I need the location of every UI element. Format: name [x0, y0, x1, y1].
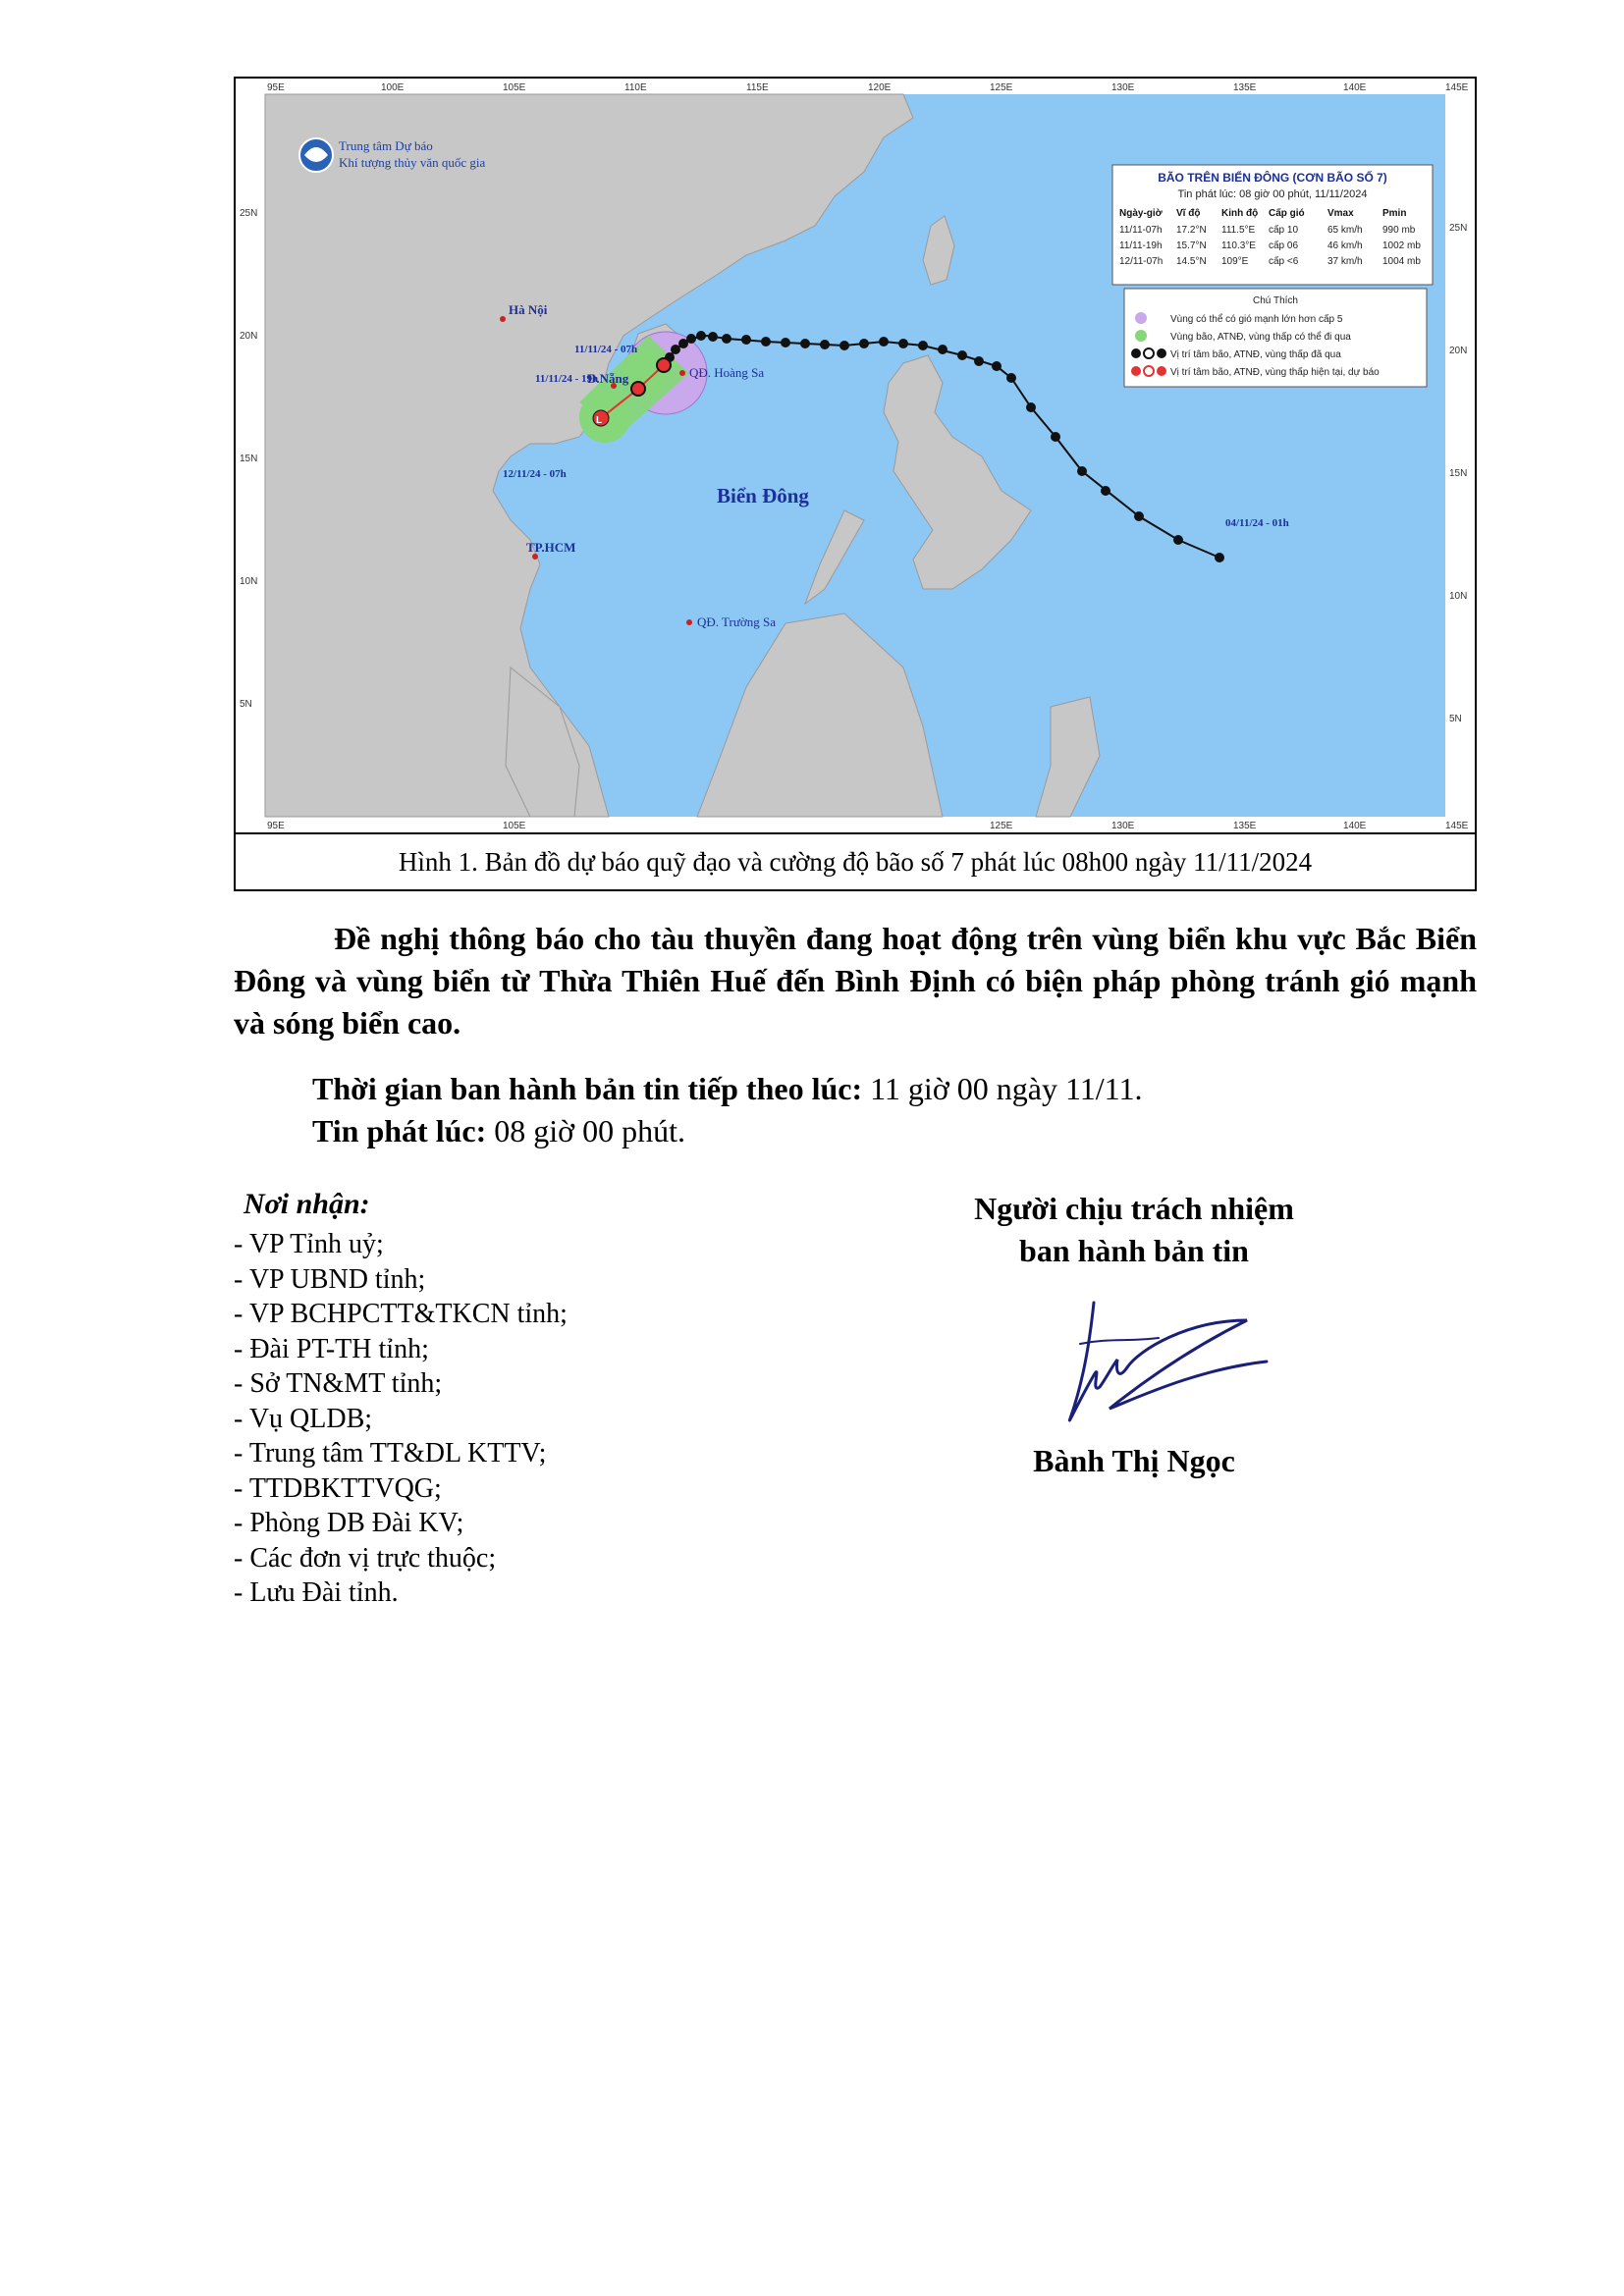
- legend-forecast-icons: [1131, 366, 1166, 376]
- label-hoangsa: QĐ. Hoàng Sa: [689, 365, 765, 380]
- issued-label: Tin phát lúc:: [312, 1113, 487, 1148]
- info-cell: 111.5°E: [1221, 225, 1256, 236]
- bottom-tick: 135E: [1233, 821, 1257, 831]
- legend-item: Vị trí tâm bão, ATNĐ, vùng thấp hiện tại, dự báo: [1170, 367, 1380, 378]
- next-bulletin-line: [312, 1068, 1142, 1110]
- info-cell: cấp 10: [1269, 225, 1299, 236]
- info-cell: cấp 06: [1269, 240, 1299, 251]
- left-tick: 5N: [240, 699, 252, 710]
- info-header: Pmin: [1382, 208, 1407, 219]
- info-cell: 109°E: [1221, 256, 1249, 267]
- info-cell: cấp <6: [1269, 256, 1299, 267]
- info-cell: 110.3°E: [1221, 240, 1256, 251]
- recipient-item: - Lưu Đài tỉnh.: [234, 1577, 399, 1608]
- info-cell: 37 km/h: [1327, 256, 1363, 267]
- next-bulletin-value: 11 giờ 00 ngày 11/11.: [862, 1071, 1143, 1106]
- recipient-item: - Đài PT-TH tỉnh;: [234, 1333, 429, 1364]
- legend-box: [1124, 289, 1427, 387]
- legend-item: Vùng bão, ATNĐ, vùng thấp có thể đi qua: [1170, 332, 1351, 343]
- legend-purple-icon: [1135, 312, 1147, 324]
- legend-item: Vùng có thể có gió mạnh lớn hơn cấp 5: [1170, 314, 1343, 325]
- logo-line1: Trung tâm Dự báo: [339, 138, 433, 153]
- top-tick: 110E: [624, 82, 647, 93]
- top-tick: 100E: [381, 82, 405, 93]
- bottom-tick: 95E: [267, 821, 285, 831]
- info-cell: 11/11-19h: [1119, 240, 1163, 251]
- top-axis-strip: [236, 79, 1475, 94]
- track-label-t1: 11/11/24 - 07h: [574, 344, 638, 355]
- label-truongsa: QĐ. Trường Sa: [697, 614, 777, 629]
- right-tick: 10N: [1449, 591, 1468, 602]
- track-label-start: 04/11/24 - 01h: [1225, 517, 1289, 529]
- bottom-tick: 140E: [1343, 821, 1367, 831]
- top-tick: 95E: [267, 82, 285, 93]
- bottom-tick: 145E: [1445, 821, 1469, 831]
- top-tick: 120E: [868, 82, 892, 93]
- top-tick: 130E: [1111, 82, 1135, 93]
- info-cell: 46 km/h: [1327, 240, 1363, 251]
- right-tick: 15N: [1449, 468, 1468, 479]
- bottom-axis-strip: [236, 817, 1475, 832]
- info-header: Vmax: [1327, 208, 1354, 219]
- info-cell: 1002 mb: [1382, 240, 1421, 251]
- left-tick: 25N: [240, 208, 258, 219]
- current-position-marker: [657, 358, 671, 372]
- figure-caption: Hình 1. Bản đồ dự báo quỹ đạo và cường độ bão số 7 phát lúc 08h00 ngày 11/11/2024: [398, 847, 1313, 877]
- issued-line: [312, 1110, 685, 1152]
- label-hanoi: Hà Nội: [509, 302, 548, 317]
- info-cell: 15.7°N: [1176, 240, 1207, 251]
- top-tick: 135E: [1233, 82, 1257, 93]
- info-cell: 17.2°N: [1176, 225, 1207, 236]
- info-issued: Tin phát lúc: 08 giờ 00 phút, 11/11/2024: [1177, 188, 1368, 200]
- storm-info-box: [1112, 165, 1433, 285]
- top-tick: 145E: [1445, 82, 1469, 93]
- recipient-item: - Sở TN&MT tỉnh;: [234, 1368, 443, 1399]
- signer-title-line2: ban hành bản tin: [1019, 1233, 1249, 1268]
- recipient-item: - TTDBKTTVQG;: [234, 1472, 442, 1504]
- info-cell: 990 mb: [1382, 225, 1416, 236]
- signer-title: [913, 1188, 1355, 1272]
- top-tick: 125E: [990, 82, 1013, 93]
- legend-item: Vị trí tâm bão, ATNĐ, vùng thấp đã qua: [1170, 349, 1341, 360]
- next-bulletin-label: Thời gian ban hành bản tin tiếp theo lúc:: [312, 1071, 863, 1106]
- legend-title: Chú Thích: [1253, 295, 1298, 306]
- top-tick: 140E: [1343, 82, 1367, 93]
- advisory-paragraph: Đề nghị thông báo cho tàu thuyền đang hoạt động trên vùng biển khu vực Bắc Biển Đông và vùng biển từ Thừa Thiên Huế đến Bình Định có biện pháp phòng tránh gió mạnh và sóng biển cao.: [234, 921, 1477, 1041]
- recipient-item: - Vụ QLDB;: [234, 1403, 373, 1434]
- handwritten-signature: [1051, 1281, 1286, 1443]
- info-header: Ngày-giờ: [1119, 208, 1163, 219]
- signer-name: Bành Thị Ngọc: [1033, 1443, 1235, 1478]
- recipient-item: - Phòng DB Đài KV;: [234, 1508, 464, 1538]
- forecast-figure: [234, 77, 1477, 891]
- legend-green-icon: [1135, 330, 1147, 342]
- legend-past-icons: [1131, 348, 1166, 358]
- recipient-item: - Các đơn vị trực thuộc;: [234, 1542, 497, 1574]
- recipients-list: [234, 1227, 568, 1611]
- info-cell: 12/11-07h: [1119, 256, 1164, 267]
- label-biendong: Biển Đông: [717, 484, 809, 507]
- recipient-item: - VP UBND tỉnh;: [234, 1263, 426, 1295]
- left-tick: 20N: [240, 331, 258, 342]
- info-header: Vĩ độ: [1176, 208, 1201, 219]
- info-header: Cấp gió: [1269, 208, 1305, 219]
- bottom-tick: 130E: [1111, 821, 1135, 831]
- right-tick: 25N: [1449, 223, 1468, 234]
- recipient-item: - Trung tâm TT&DL KTTV;: [234, 1438, 547, 1468]
- bottom-tick: 105E: [503, 821, 526, 831]
- storm-track-map: [236, 79, 1475, 834]
- bottom-tick: 125E: [990, 821, 1013, 831]
- top-tick: 115E: [746, 82, 769, 93]
- info-header: Kinh độ: [1221, 208, 1259, 219]
- low-symbol: L: [596, 415, 603, 426]
- track-label-t2: 11/11/24 - 19h: [535, 373, 599, 385]
- info-cell: 14.5°N: [1176, 256, 1207, 267]
- label-danang: Đ.Nẵng: [587, 371, 629, 386]
- left-tick: 15N: [240, 454, 258, 464]
- info-cell: 1004 mb: [1382, 256, 1421, 267]
- map-svg: [236, 79, 1475, 832]
- recipient-item: - VP Tỉnh uỷ;: [234, 1229, 384, 1259]
- signer-title-line1: Người chịu trách nhiệm: [974, 1191, 1294, 1226]
- recipients-title: Nơi nhận:: [244, 1188, 370, 1220]
- recipient-item: - VP BCHPCTT&TKCN tỉnh;: [234, 1299, 568, 1329]
- left-tick: 10N: [240, 576, 258, 587]
- track-label-t3: 12/11/24 - 07h: [503, 468, 567, 480]
- right-tick: 5N: [1449, 714, 1462, 724]
- info-cell: 11/11-07h: [1119, 225, 1163, 236]
- info-title: BÃO TRÊN BIỂN ĐÔNG (CƠN BÃO SỐ 7): [1158, 171, 1387, 185]
- right-tick: 20N: [1449, 346, 1468, 356]
- logo-line2: Khí tượng thủy văn quốc gia: [339, 155, 486, 170]
- forecast-19h-marker: [631, 382, 645, 396]
- label-hcm: TP.HCM: [526, 540, 576, 555]
- top-tick: 105E: [503, 82, 526, 93]
- issued-value: 08 giờ 00 phút.: [486, 1113, 685, 1148]
- info-cell: 65 km/h: [1327, 225, 1363, 236]
